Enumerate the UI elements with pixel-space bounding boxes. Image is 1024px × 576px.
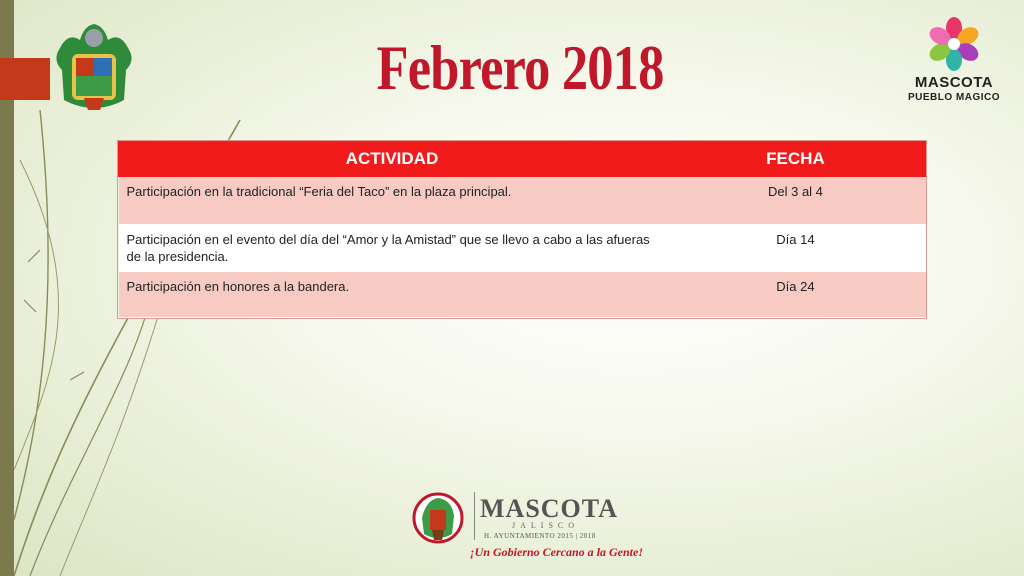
footer-logo	[412, 488, 644, 568]
footer-divider	[474, 492, 475, 540]
footer-council: H. AYUNTAMIENTO 2015 | 2018	[484, 532, 596, 540]
footer-region: JALISCO	[512, 521, 580, 530]
footer-town-name: MASCOTA	[480, 494, 618, 523]
table-row	[119, 225, 926, 272]
activity-cell: Participación en el evento del día del “Amor y la Amistad” que se llevo a cabo a las afueras de la presidencia.	[119, 225, 666, 272]
header-date: FECHA	[665, 142, 925, 177]
municipal-crest-icon	[50, 20, 138, 116]
table-header-row	[119, 142, 926, 177]
activities-table	[118, 141, 926, 318]
activity-cell: Participación en honores a la bandera.	[119, 272, 666, 318]
table-row	[119, 177, 926, 225]
footer-emblem-icon	[412, 488, 468, 548]
brand-logo	[906, 16, 1002, 108]
brand-name: MASCOTA	[914, 74, 994, 91]
date-cell: Día 14	[665, 225, 925, 272]
date-cell: Día 24	[665, 272, 925, 318]
brand-tagline: PUEBLO MAGICO	[907, 92, 1001, 103]
flower-logo-icon	[906, 16, 1002, 72]
date-cell: Del 3 al 4	[665, 177, 925, 225]
page-title: Febrero 2018	[376, 32, 664, 103]
header-activity: ACTIVIDAD	[119, 142, 666, 177]
table-row	[119, 272, 926, 318]
footer-slogan: ¡Un Gobierno Cercano a la Gente!	[470, 545, 644, 559]
activity-cell: Participación en la tradicional “Feria del Taco” en la plaza principal.	[119, 177, 666, 225]
